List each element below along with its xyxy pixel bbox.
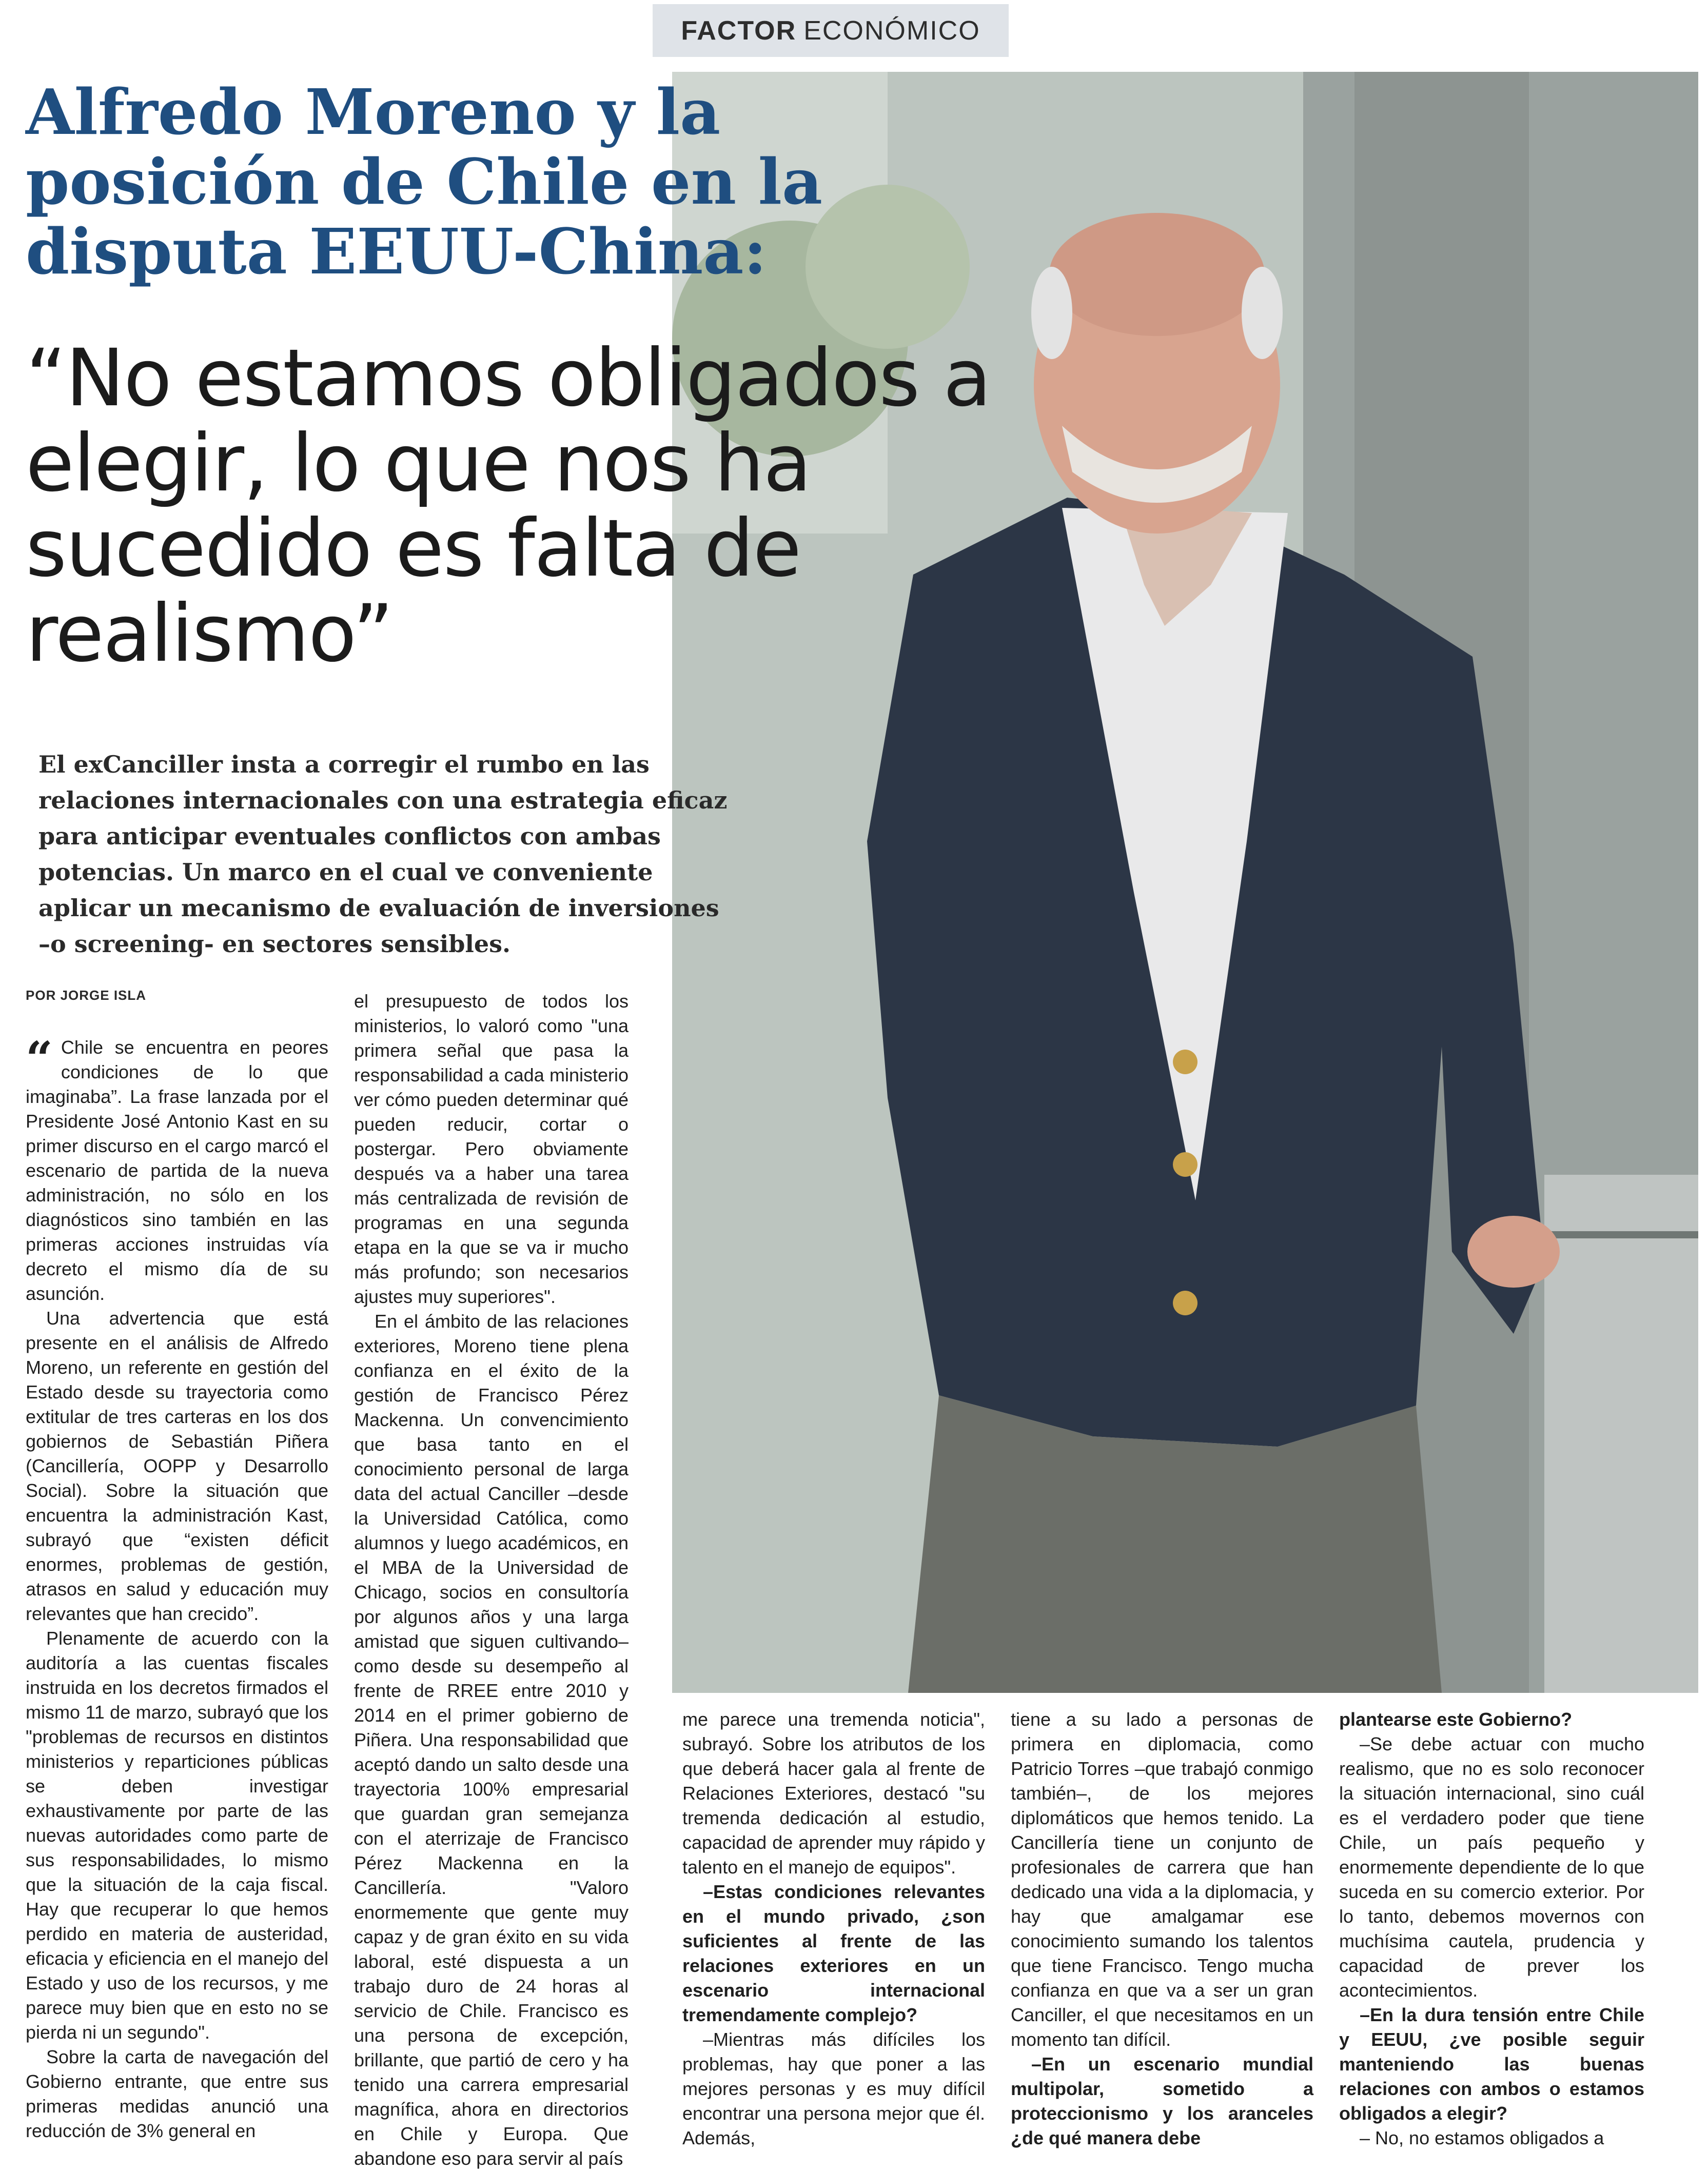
article-paragraph: me parece una tremenda noticia", subrayó. Sobre los atributos de los que deberá hacer gala al frente de Relaciones Exteriores, destacó "su tremenda dedicación al estudio, capacidad de aprender muy rápido y talento en el manejo de equipos". — [682, 1709, 985, 1878]
pull-quote-title: “No estamos obligados a elegir, lo que nos ha sucedido es falta de realismo” — [26, 332, 991, 680]
article-paragraph: –Se debe actuar con mucho realismo, que no es solo reconocer la situación internacional, sino cuál es el verdadero poder que tiene Chile, un país pequeño y enormemente dependiente de lo que suceda en su comercio exterior. Por lo tanto, debemos movernos con muchísima cautela, prudencia y capacidad de prever los acontecimientos. — [1339, 1733, 1644, 2001]
interview-question-cont: plantearse este Gobierno? — [1339, 1709, 1573, 1730]
article-column-2 — [354, 989, 629, 2171]
headline: Alfredo Moreno y la posición de Chile en la disputa EEUU-China: — [26, 75, 823, 288]
article-paragraph-text: Chile se encuentra en peores condiciones de lo que imaginaba”. La frase lanzada por el Presidente José Antonio Kast en su primer discurso en el cargo marcó el escenario de partida de la nueva administración, no sólo en los diagnósticos sino también en las primeras acciones instruidas vía decreto el mismo día de su asunción. — [26, 1037, 328, 1304]
byline: POR JORGE ISLA — [26, 988, 147, 1003]
portrait-illustration — [672, 72, 1698, 1693]
article-paragraph: –Mientras más difíciles los problemas, hay que poner a las mejores personas y es muy difícil encontrar una persona mejor que él. Además, — [682, 2029, 985, 2148]
article-paragraph: tiene a su lado a personas de primera en diplomacia, como Patricio Torres –que trabajó conmigo también–, de los mejores diplomáticos que hemos tenido. La Cancillería tiene un conjunto de profesionales de carrera que han dedicado una vida a la diplomacia, y hay que amalgamar ese conocimiento sumando los talentos que tiene Francisco. Tengo mucha confianza en que va a ser un gran Canciller, el que necesitamos en un momento tan difícil. — [1011, 1709, 1313, 2050]
article-paragraph: Una advertencia que está presente en el análisis de Alfredo Moreno, un referente en gestión del Estado desde su trayectoria como extitular de tres carteras en los dos gobiernos de Sebastián Piñera (Cancillería, OOPP y Desarrollo Social). Sobre la situación que encuentra la administración Kast, subrayó que “existen déficit enormes, problemas de gestión, atrasos en salud y educación muy relevantes que han crecido”. — [26, 1308, 328, 1624]
interview-question: –Estas condiciones relevantes en el mundo privado, ¿son suficientes al frente de las relaciones exteriores en un escenario internacional tremendamente complejo? — [682, 1881, 985, 2025]
dropcap-quote-mark: “ — [26, 1031, 53, 1087]
article-paragraph: el presupuesto de todos los ministerios, lo valoró como "una primera señal que pasa la responsabilidad a cada ministerio ver cómo pueden determinar qué pueden reducir, cortar o postergar. Pero obviamente después va a haber una tarea más centralizada de revisión de programas en una segunda etapa en la que se va ir mucho más profundo; son necesarios ajustes muy superiores". — [354, 991, 629, 1307]
article-paragraph: Sobre la carta de navegación del Gobierno entrante, que entre sus primeras medidas anunció una reducción de 3% general en — [26, 2046, 328, 2141]
article-paragraph: Plenamente de acuerdo con la auditoría a las cuentas fiscales instruida en los decretos firmados el mismo 11 de marzo, subrayó que los "problemas de recursos en distintos ministerios y reparticiones públicas se deben investigar exhaustivamente por parte de las nuevas autoridades como parte de sus responsabilidades, lo mismo que la situación de la caja fiscal. Hay que recuperar lo que hemos perdido en materia de austeridad, eficacia y eficiencia en el manejo del Estado y uso de los recursos, y me parece muy bien que en esto no se pierda ni un segundo". — [26, 1628, 328, 2043]
article-column-4 — [1011, 1707, 1313, 2150]
interview-question: –En la dura tensión entre Chile y EEUU, ¿ve posible seguir manteniendo las buenas relaciones con ambos o estamos obligados a elegir? — [1339, 2004, 1644, 2124]
article-column-1 — [26, 1031, 328, 2143]
section-tag-light: ECONÓMICO — [803, 15, 980, 46]
article-paragraph-first — [26, 1031, 328, 1306]
section-tag — [653, 4, 1009, 57]
article-paragraph: En el ámbito de las relaciones exteriores, Moreno tiene plena confianza en el éxito de la gestión de Francisco Pérez Mackenna. Un convencimiento que basa tanto en el conocimiento personal de larga data del actual Canciller –desde la Universidad Católica, como alumnos y luego académicos, en el MBA de la Universidad de Chicago, socios en consultoría por algunos años y una larga amistad que siguen cultivando– como desde su desempeño al frente de RREE entre 2010 y 2014 en el primer gobierno de Piñera. Una responsabilidad que aceptó dando un salto desde una trayectoria 100% empresarial que guardan gran semejanza con el aterrizaje de Francisco Pérez Mackenna en la Cancillería. "Valoro enormemente que gente muy capaz y de gran éxito en su vida laboral, esté dispuesta a un trabajo duro de 24 horas al servicio de Chile. Francisco es una persona de excepción, brillante, que partió de cero y ha tenido una carrera empresarial magnífica, ahora en directorios en Chile y Europa. Que abandone eso para servir al país — [354, 1311, 629, 2169]
article-column-5 — [1339, 1707, 1644, 2150]
portrait-photo — [672, 72, 1698, 1693]
article-paragraph: – No, no estamos obligados a — [1360, 2127, 1604, 2148]
article-column-3 — [682, 1707, 985, 2150]
section-tag-bold: FACTOR — [681, 15, 797, 46]
lead-paragraph: El exCanciller insta a corregir el rumbo en las relaciones internacionales con una estrategia eficaz para anticipar eventuales conflictos con ambas potencias. Un marco en el cual ve conveniente aplicar un mecanismo de evaluación de inversiones –o screening- en sectores sensibles. — [38, 751, 728, 958]
interview-question: –En un escenario mundial multipolar, sometido a proteccionismo y los aranceles ¿de qué manera debe — [1011, 2054, 1313, 2148]
